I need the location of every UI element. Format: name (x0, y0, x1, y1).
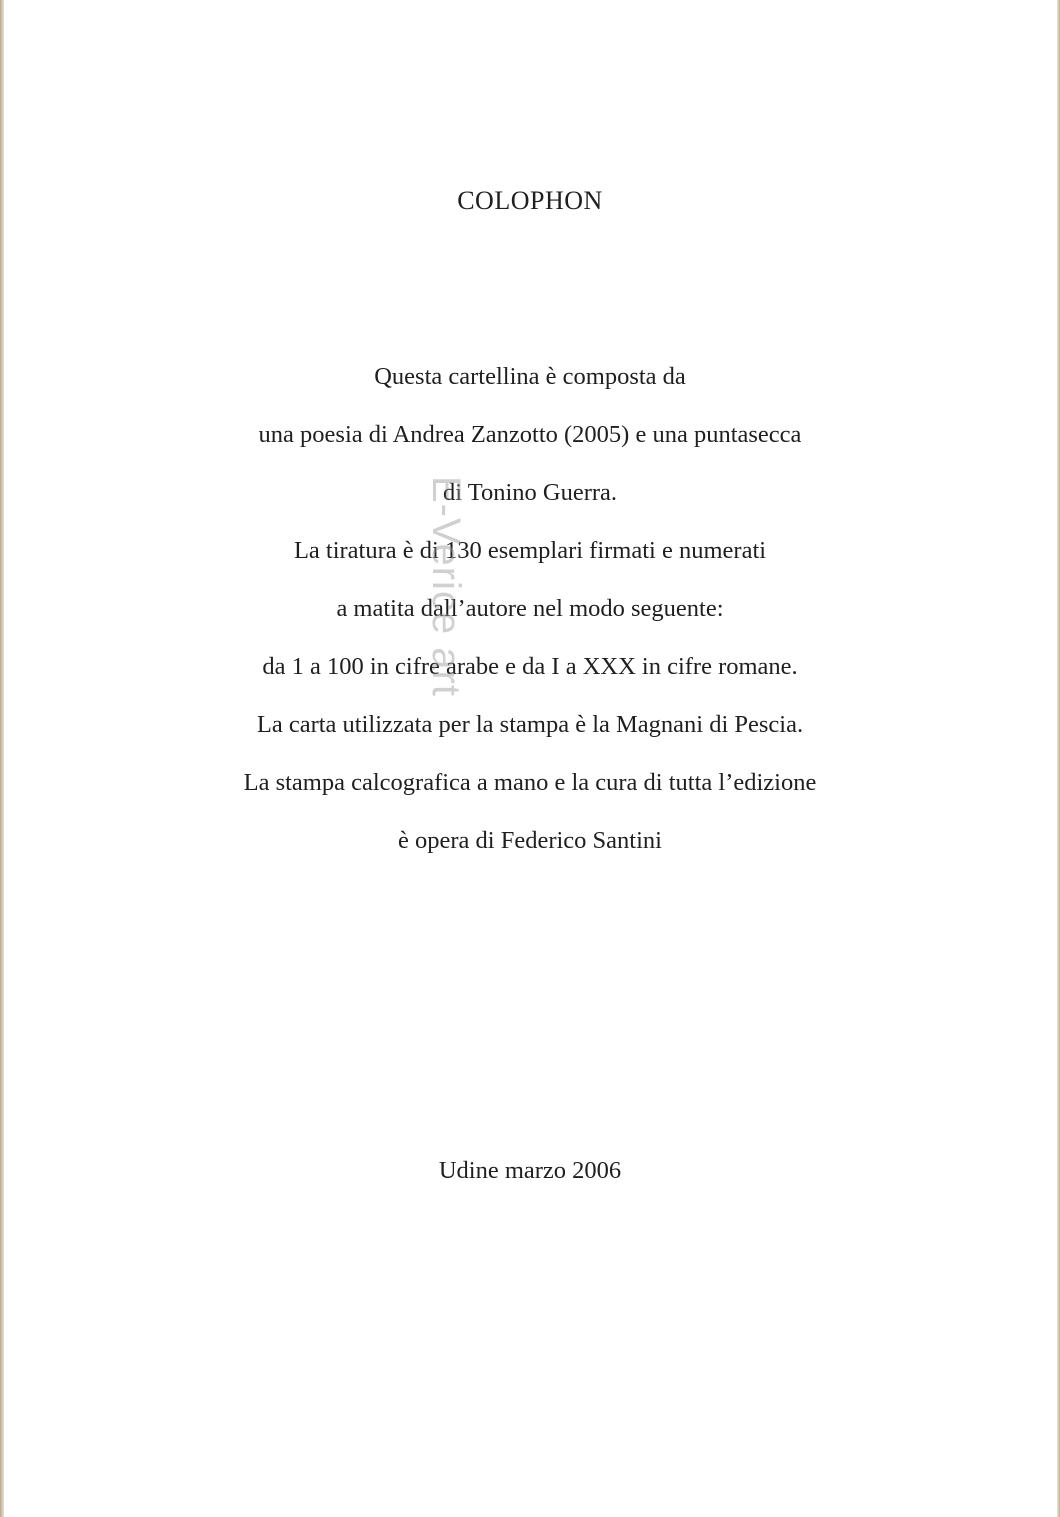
text-line: Questa cartellina è composta da (374, 363, 686, 390)
text-line: una poesia di Andrea Zanzotto (2005) e una puntasecca (258, 421, 802, 448)
place-date: Udine marzo 2006 (438, 1157, 622, 1184)
text-line: di Tonino Guerra. (442, 479, 618, 506)
text-line: La tiratura è di 130 esemplari firmati e numerati (293, 537, 767, 564)
text-line: La carta utilizzata per la stampa è la Magnani di Pescia. (256, 711, 804, 738)
text-line: a matita dall’autore nel modo seguente: (336, 595, 724, 622)
text-line: è opera di Federico Santini (398, 827, 662, 854)
colophon-text (0, 362, 1060, 884)
text-line: La stampa calcografica a mano e la cura di tutta l’edizione (243, 769, 817, 796)
page-title: COLOPHON (457, 186, 603, 215)
watermark: E-Verice art (424, 476, 468, 697)
text-line: da 1 a 100 in cifre arabe e da I a XXX in cifre romane. (262, 653, 798, 680)
